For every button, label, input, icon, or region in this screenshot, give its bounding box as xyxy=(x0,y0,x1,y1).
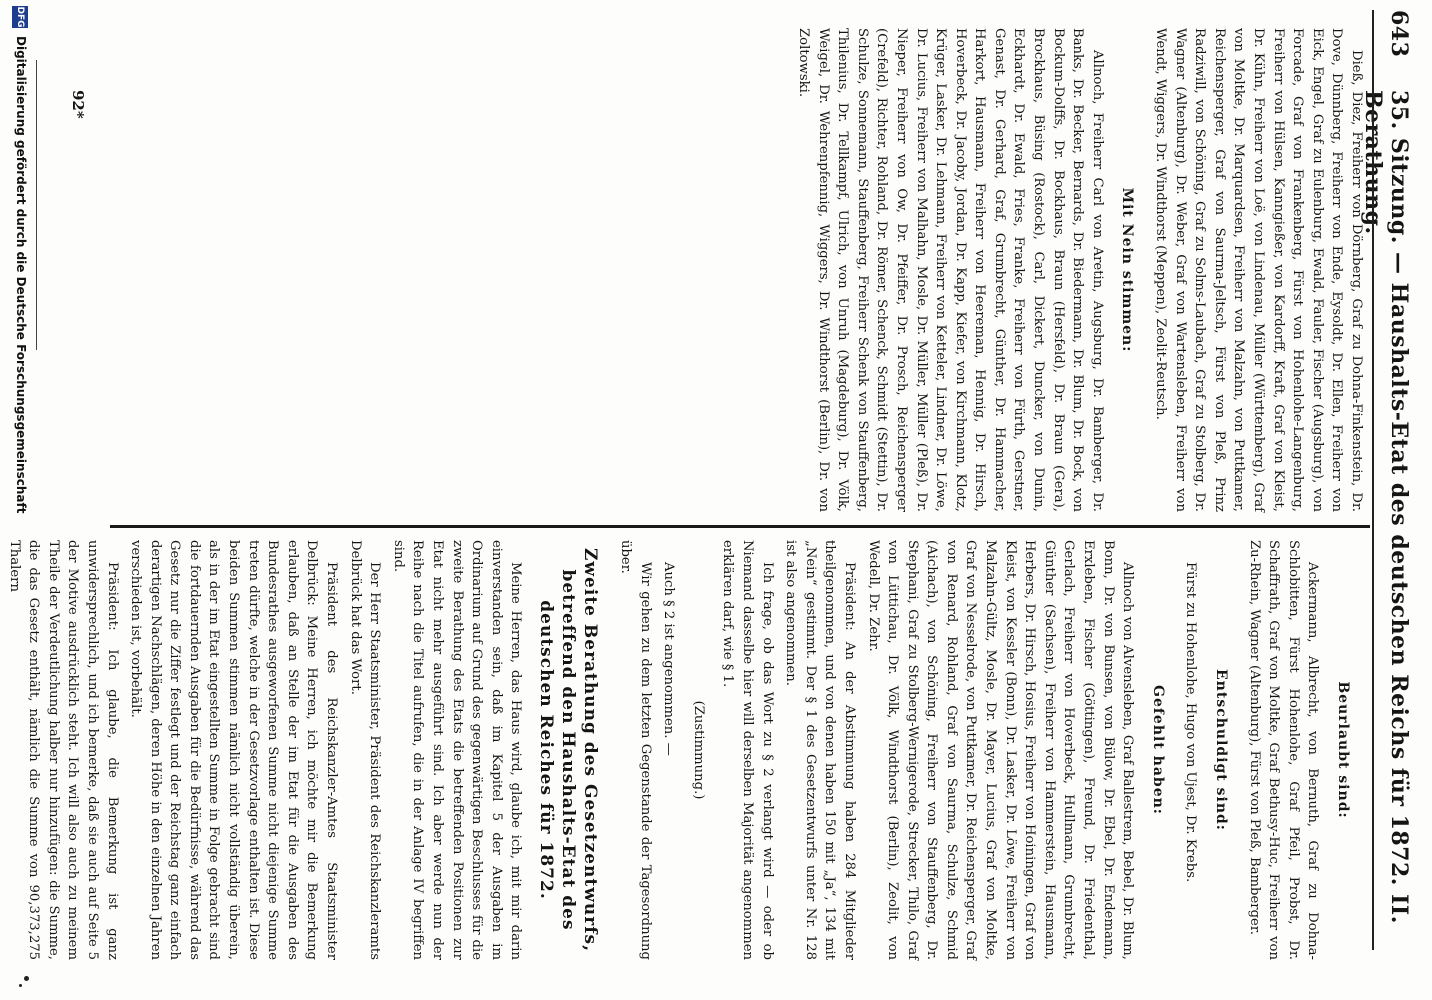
page-header xyxy=(1360,10,1412,950)
page-title: 35. Sitzung. — Haushalts-Etat des deutschen Reichs für 1872. II. Berathung. xyxy=(1360,90,1412,924)
vote-list-yes: Dieß, Diez, Freiherr von Dörnberg, Graf zu Dohna-Finkenstein, Dr. Dove, Dünnberg, Freiherr von Ende, Eysoldt, Dr. Ellen, Freiherr von Eick, Engel, Graf zu Eulenburg, Ewald, Fauler, Fischer (Augsburg), von Forcade, Graf von Frankenberg, Fürst von Hohenlohe-Langenburg, Freiherr von Hülsen, Kanngießer, von Kardorff, Kraft, Graf von Kleist, Dr. Kühn, Freiherr von Loë, von Lindenau, Müller (Württemberg), Graf von Moltke, Dr. Marquardsen, Freiherr von Malzahn, von Puttkamer, Reichensperger, Graf von Saurma-Jeltsch, Fürst von Pleß, Prinz Radziwill, von Schöning, Graf zu Solms-Laubach, Graf zu Stolberg, Dr. Wagner (Altenburg), Dr. Weber, Graf von Wartensleben, Freiherr von Wendt, Wiggers, Dr. Windthorst (Meppen), Zeolit-Reutsch. xyxy=(1153,28,1364,512)
left-column xyxy=(120,28,1366,512)
header-rule xyxy=(1372,10,1374,950)
paragraph: Ich frage, ob das Wort zu § 2 verlangt wird — oder ob Niemand dasselbe hier will derselben Majorität angenommen erklären darf, wie § 1. xyxy=(720,540,775,960)
paragraph: Auch § 2 ist angenommen. — xyxy=(661,562,677,756)
list-entschuldigt: Fürst zu Hohenlohe, Hugo von Ujest, Dr. Krebs. xyxy=(1183,562,1199,883)
paragraph: Meine Herren, das Haus wird, glaube ich, mit mir darin einverstanden sein, daß im Kapitel 5 der Ausgaben im Ordinarium auf Grund des gegenwärtigen Beschlusses für die zweite Berathung des Etats die betreffenden Positionen zur Etat nicht mehr ausgeführt sind. Ich aber werde nun der Reihe nach die Titel aufrufen, die in der Anlage IV begriffen sind. xyxy=(390,540,524,960)
dfg-logo-icon: DFG xyxy=(12,6,28,28)
paragraph: Wir gehen zu dem letzten Gegenstande der Tagesordnung über. xyxy=(618,540,653,960)
footer-rule xyxy=(36,60,37,350)
list-gefehlt: Allnoch von Alvensleben, Graf Ballestrem, Bebel, Dr. Blum, Bonn, Dr. von Bunsen, von Bülow, Dr. Ebel, Dr. Endemann, Erxleben, Fischer (Göttingen), Freund, Dr. Friedenthal, Gerlach, Freiherr von Hoverbeck, Hullmann, Grumbrecht, Günther (Sachsen), Freiherr von Hammerstein, Hausmann, Herbers, Dr. Hirsch, Hosius, Freiherr von Hoiningen, Graf von Kleist, von Kessler (Bonn), Dr. Lasker, Dr. Löwe, Freiherr von Malzahn-Gültz, Mosle, Dr. Mayer, Lucius, Graf von Moltke, Graf von Nesselrode, von Puttkamer, Dr. Reichensperger, Graf von Renard, Rohland, Graf von Saurma, Schulze, Schmid (Aichach), von Schöning, Freiherr von Stauffenberg, Dr. Stephani, Graf zu Stolberg-Wernigerode, Strecker, Thilo, Graf von Lüttichau, Dr. Völk, Windthorst (Berlin), Zeolit, von Wedell, Dr. Zehr. xyxy=(865,540,1136,960)
heading-gefehlt: Gefehlt haben: xyxy=(1149,685,1166,815)
heading-entschuldigt: Entschuldigt sind: xyxy=(1213,669,1230,831)
section-heading: Zweite Berathung des Gesetzentwurfs, betreffend den Haushalts-Etat des deutschen Reiches für 1872. xyxy=(536,548,601,952)
column-divider xyxy=(110,525,1370,528)
list-beurlaubt: Ackermann, Albrecht, von Bernuth, Graf zu Dohna-Schlobitten, Fürst Hohenlohe, Graf Pfeil, Probst, Dr. Schaffrath, Graf von Moltke, Graf Bethusy-Huc, Freiherr von Zu-Rhein, Wagner (Altenburg), Fürst von Pleß, Bamberger. xyxy=(1246,540,1321,960)
page-number: 643 xyxy=(1386,10,1412,58)
heading-beurlaubt: Beurlaubt sind: xyxy=(1335,681,1351,819)
scan-speck xyxy=(19,984,22,987)
scan-speck xyxy=(24,976,29,981)
heading-nein: Mit Nein stimmen: xyxy=(1119,187,1136,353)
paragraph: Präsident des Reichskanzler-Amtes Staatsminister Delbrück: Meine Herren, ich möchte mir die Bemerkung erlauben, daß an Stelle der im Etat für die Ausgaben des Bundesrathes ausgeworfenen Summe nicht diejenige Summe treten dürfte, welche in der Gesetzvorlage enthalten ist. Diese beiden Summen stimmen nämlich nicht vollständig überein, als in der im Etat eingestellten Summe in Folge gebracht sind die fortdauernden Ausgaben für die Bedürfnisse, während das Gesetz nur die Ziffer festlegt und der Reichstag ganz einfach derartigen Nachschlägen, deren Höhe in den einzelnen Jahren verschieden ist, vorbehält. xyxy=(128,540,340,960)
page-mark: 92* xyxy=(69,90,87,119)
vote-list-no: Allnoch, Freiherr Carl von Aretin, Augsburg, Dr. Bamberger, Dr. Banks, Dr. Becker, Bernards, Dr. Biedermann, Dr. Blum, Dr. Bock, von Bockum-Dolffs, Dr. Bockhaus, Braun (Hersfeld), Dr. Braun (Gera), Brockhaus, Büsing (Rostock), Carl, Dickert, Duncker, von Dunin, Eckhardt, Dr. Ewald, Fries, Franke, Freiherr von Fürth, Gerstner, Genast, Dr. Gerhard, Graf, Grumbrecht, Günther, Dr. Hammacher, Harkort, Hausmann, Freiherr von Heereman, Hennig, Dr. Hirsch, Hoverbeck, Dr. Jacoby, Jordan, Dr. Kapp, Kiefer, von Kirchmann, Klotz, Krüger, Lasker, Dr. Lehmann, Freiherr von Ketteler, Lindner, Dr. Löwe, Dr. Lucius, Freiherr von Malhahn, Mosle, Dr. Müller, Müller (Pleß), Dr. Nieper, Freiherr von Ow, Dr. Pfeiffer, Dr. Prosch, Reichensperger (Crefeld), Richter, Rohland, Dr. Römer, Schenck, Schmidt (Stettin), Dr. Schulze, Sonnemann, Stauffenberg, Freiherr Schenk von Stauffenberg, Thilenius, Dr. Tellkampf, Ulrich, von Unruh (Magdeburg), Dr. Völk, Weigel, Dr. Wehrenpfennig, Wiggers, Dr. Windthorst (Berlin), Dr. von Zoltowski. xyxy=(795,28,1105,512)
right-column xyxy=(6,540,1366,960)
paragraph: Der Herr Staatsminister, Präsident des Reichskanzleramts Delbrück hat das Wort. xyxy=(347,540,383,960)
credit-text: Digitalisierung gefördert durch die Deutsche Forschungsgemeinschaft xyxy=(14,36,28,514)
digitization-credit xyxy=(4,0,30,1000)
interjection: (Zustimmung.) xyxy=(690,700,706,800)
paragraph: Präsident: Ich glaube, die Bemerkung ist ganz unwidersprechlich, und ich bemerke, daß sie auch auf Seite 5 der Motive ausdrücklich steht. Ich will also auch zu meinem Theile der Verdeutlichung halber nur hinzufügen: die Summe, die das Gesetz enthält, nämlich die Summe von 90,373,275 Thalern xyxy=(6,540,120,960)
paragraph: Präsident: An der Abstimmung haben 284 Mitglieder theilgenommen, und von denen haben 150 mit „Ja“, 134 mit „Nein“ gestimmt. Der § 1 des Gesetzentwurfs unter Nr. 128 ist also angenommen. xyxy=(783,540,857,960)
